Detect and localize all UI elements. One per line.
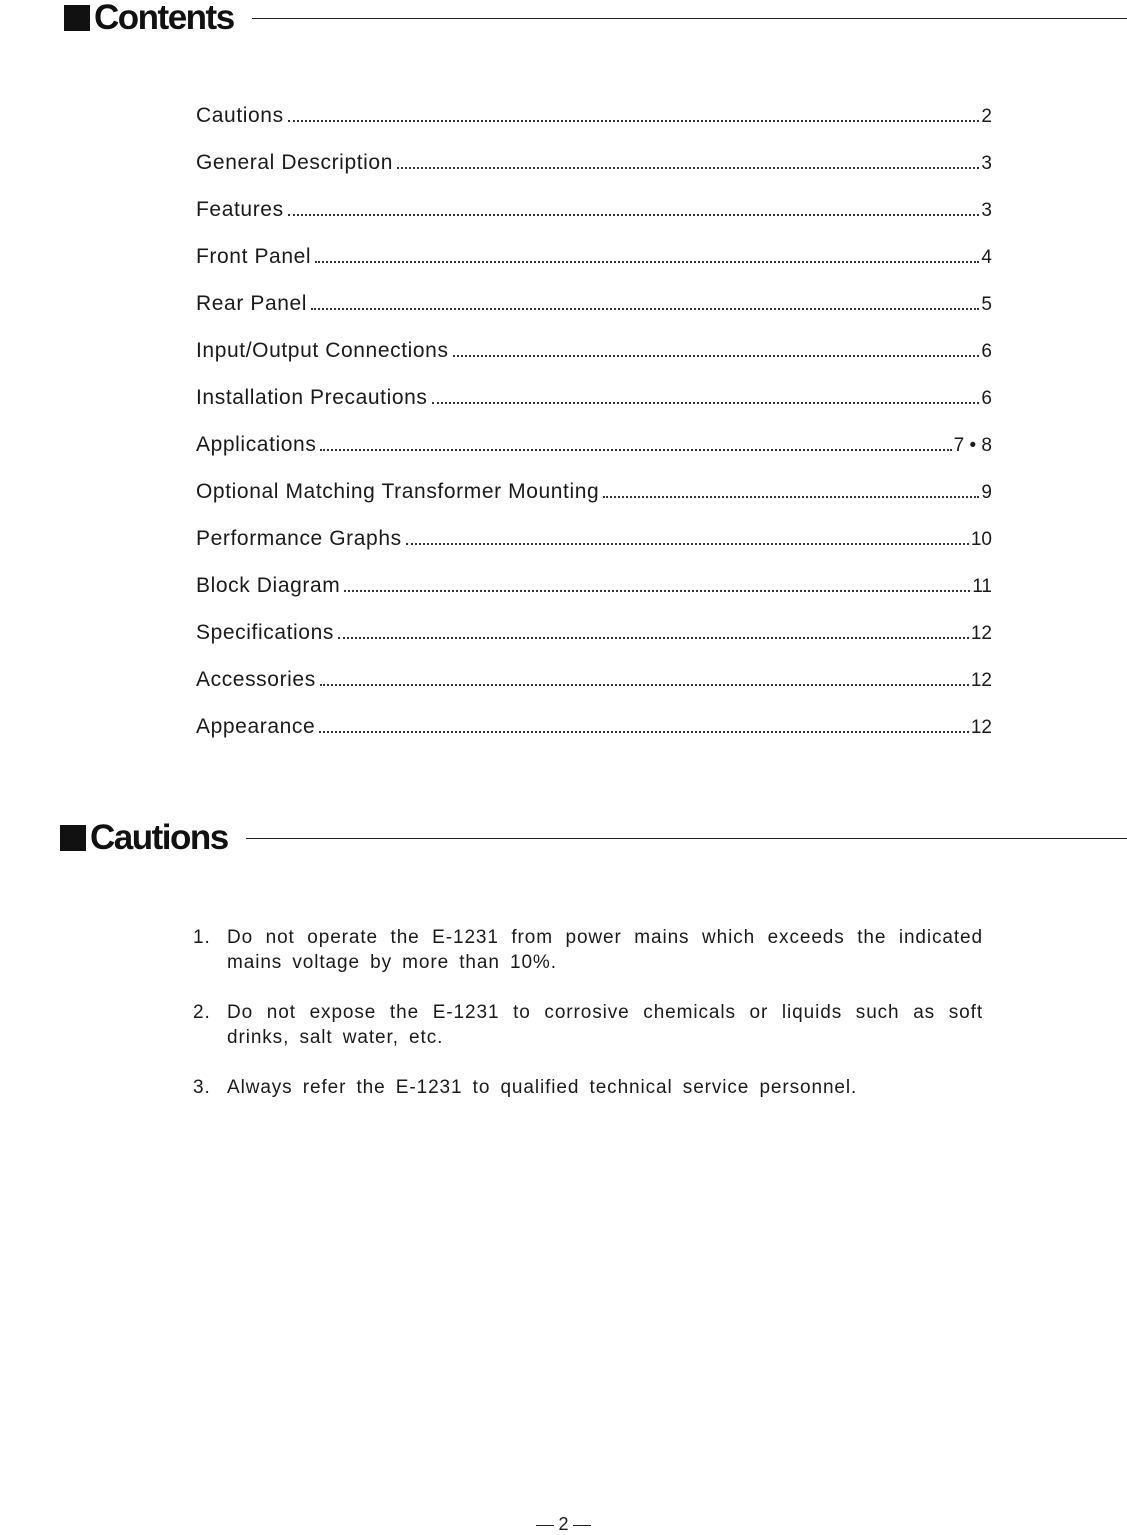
cautions-heading	[60, 818, 1127, 858]
toc-entry-page: 11	[972, 576, 992, 597]
caution-number: 1.	[193, 927, 211, 948]
toc-entry-title: General Description	[196, 151, 393, 174]
toc-dot-leader	[397, 167, 979, 169]
toc-entry[interactable]	[196, 339, 992, 386]
toc-entry[interactable]	[196, 245, 992, 292]
heading-square-icon	[60, 825, 86, 851]
toc-entry-page: 5	[981, 294, 992, 315]
toc-entry-title: Applications	[196, 433, 317, 456]
toc-entry[interactable]	[196, 668, 992, 715]
toc-entry-page: 9	[981, 482, 992, 503]
toc-entry[interactable]	[196, 151, 992, 198]
caution-item	[193, 1075, 983, 1100]
toc-entry-title: Accessories	[196, 668, 316, 691]
toc-entry-page: 12	[970, 717, 992, 738]
toc-entry[interactable]	[196, 386, 992, 433]
caution-number: 2.	[193, 1002, 211, 1023]
toc-dot-leader	[406, 543, 969, 545]
toc-dot-leader	[320, 449, 951, 451]
toc-entry[interactable]	[196, 574, 992, 621]
toc-dot-leader	[338, 637, 969, 639]
heading-square-icon	[64, 5, 90, 31]
toc-dot-leader	[288, 214, 980, 216]
toc-dot-leader	[311, 308, 979, 310]
toc-entry[interactable]	[196, 715, 992, 762]
toc-entry-page: 12	[970, 670, 992, 691]
toc-entry-title: Optional Matching Transformer Mounting	[196, 480, 600, 503]
toc-entry-page: 3	[981, 153, 992, 174]
toc-entry-page: 10	[970, 529, 992, 550]
toc-dot-leader	[288, 120, 980, 122]
toc-entry-page: 6	[981, 341, 992, 362]
footer-dash-right	[573, 1525, 591, 1526]
toc-entry-title: Installation Precautions	[196, 386, 428, 409]
toc-entry-page: 7 • 8	[953, 435, 992, 456]
table-of-contents	[196, 104, 992, 762]
toc-entry[interactable]	[196, 198, 992, 245]
toc-dot-leader	[453, 355, 980, 357]
toc-entry-title: Specifications	[196, 621, 334, 644]
caution-text: Always refer the E-1231 to qualified technical service personnel.	[227, 1077, 858, 1098]
toc-dot-leader	[603, 496, 979, 498]
caution-item	[193, 925, 983, 975]
toc-entry[interactable]	[196, 433, 992, 480]
toc-dot-leader	[344, 590, 970, 592]
caution-text: Do not operate the E-1231 from power mains which exceeds the indicated mains voltage by more than 10%.	[227, 927, 983, 973]
toc-dot-leader	[319, 731, 969, 733]
caution-text: Do not expose the E-1231 to corrosive chemicals or liquids such as soft drinks, salt water, etc.	[227, 1002, 983, 1048]
toc-entry[interactable]	[196, 480, 992, 527]
toc-entry[interactable]	[196, 104, 992, 151]
contents-title: Contents	[94, 0, 234, 37]
toc-entry-title: Appearance	[196, 715, 316, 738]
toc-entry-title: Input/Output Connections	[196, 339, 449, 362]
toc-entry[interactable]	[196, 527, 992, 574]
toc-entry-title: Features	[196, 198, 284, 221]
page-number: 2	[558, 1514, 569, 1534]
cautions-title: Cautions	[90, 818, 228, 857]
toc-entry[interactable]	[196, 292, 992, 339]
toc-entry-title: Block Diagram	[196, 574, 341, 597]
contents-heading-rule	[252, 18, 1127, 19]
toc-entry-page: 3	[981, 200, 992, 221]
caution-item	[193, 1000, 983, 1050]
toc-entry-title: Front Panel	[196, 245, 312, 268]
cautions-list	[193, 925, 983, 1125]
toc-dot-leader	[315, 261, 979, 263]
toc-entry-page: 2	[981, 106, 992, 127]
footer-dash-left	[536, 1525, 554, 1526]
toc-entry-page: 6	[981, 388, 992, 409]
toc-entry-title: Cautions	[196, 104, 284, 127]
caution-number: 3.	[193, 1077, 211, 1098]
toc-entry-title: Performance Graphs	[196, 527, 402, 550]
toc-entry-page: 4	[981, 247, 992, 268]
toc-entry-page: 12	[970, 623, 992, 644]
contents-heading	[64, 0, 1127, 38]
toc-dot-leader	[320, 684, 969, 686]
toc-dot-leader	[432, 402, 980, 404]
toc-entry[interactable]	[196, 621, 992, 668]
toc-entry-title: Rear Panel	[196, 292, 308, 315]
cautions-heading-rule	[246, 838, 1127, 839]
